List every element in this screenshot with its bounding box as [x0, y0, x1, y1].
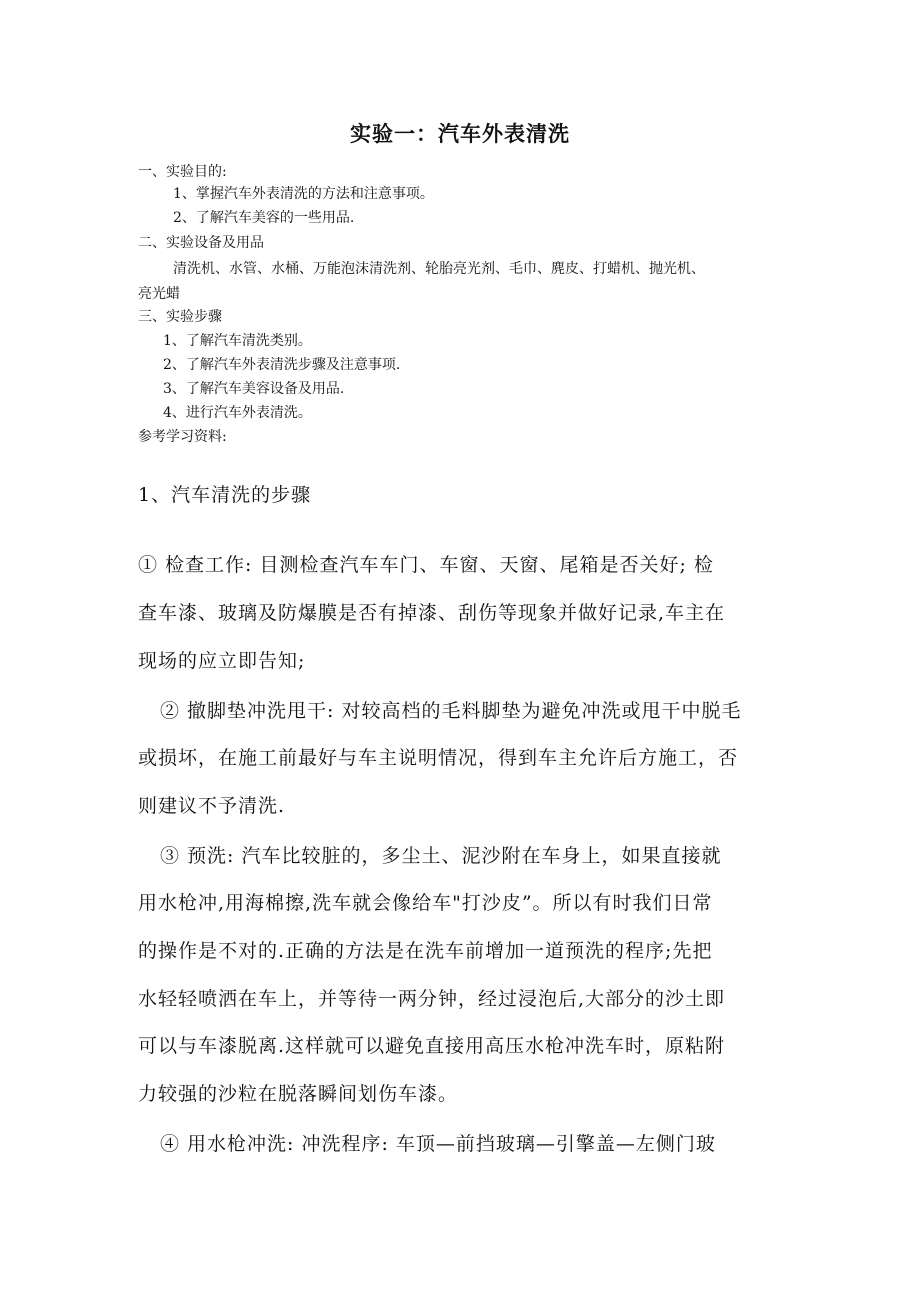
step-2-line: ② 撤脚垫冲洗甩干: 对较高档的毛料脚垫为避免冲洗或甩干中脱毛 [160, 700, 742, 722]
step-1-line: ① 检查工作: 目测检查汽车车门、车窗、天窗、尾箱是否关好; 检 [138, 554, 714, 576]
section-heading-steps: 三、实验步骤 [138, 309, 222, 325]
equipment-list-line: 清洗机、水管、水桶、万能泡沫清洗剂、轮胎亮光剂、毛巾、麂皮、打蜡机、抛光机、 [173, 261, 705, 277]
list-item: 4、进行汽车外表清洗。 [163, 405, 312, 421]
reference-heading: 参考学习资料: [138, 429, 227, 445]
list-item: 1、掌握汽车外表清洗的方法和注意事项。 [173, 186, 434, 202]
step-3-line: 用水枪冲,用海棉擦,洗车就会像给车"打沙皮”。所以有时我们日常 [138, 892, 713, 914]
step-3-line: 的操作是不对的.正确的方法是在洗车前增加一道预洗的程序;先把 [138, 940, 713, 962]
list-item: 1、了解汽车清洗类别。 [163, 333, 312, 349]
section-heading-purpose: 一、实验目的: [138, 164, 227, 180]
step-3-line: 可以与车漆脱离.这样就可以避免直接用高压水枪冲洗车时，原粘附 [138, 1035, 726, 1057]
step-2-line: 则建议不予清洗. [138, 795, 286, 817]
step-2-line: 或损坏，在施工前最好与车主说明情况，得到车主允许后方施工，否 [138, 747, 739, 769]
step-3-line: 力较强的沙粒在脱落瞬间划伤车漆。 [138, 1083, 459, 1105]
step-1-line: 现场的应立即告知; [138, 650, 306, 672]
step-3-line: 水轻轻喷洒在车上，并等待一两分钟，经过浸泡后,大部分的沙土即 [138, 988, 726, 1010]
list-item: 2、了解汽车美容的一些用品. [173, 210, 355, 226]
step-1-line: 查车漆、玻璃及防爆膜是否有掉漆、刮伤等现象并做好记录,车主在 [138, 602, 726, 624]
step-3-line: ③ 预洗: 汽车比较脏的，多尘土、泥沙附在车身上，如果直接就 [160, 845, 722, 867]
list-item: 2、了解汽车外表清洗步骤及注意事项. [163, 357, 401, 373]
document-title: 实验一：汽车外表清洗 [350, 122, 570, 146]
section-heading-equipment: 二、实验设备及用品 [138, 235, 264, 251]
step-4-line: ④ 用水枪冲洗: 冲洗程序: 车顶—前挡玻璃—引擎盖—左侧门玻 [160, 1133, 716, 1155]
equipment-list-line: 亮光蜡 [138, 286, 180, 302]
list-item: 3、了解汽车美容设备及用品. [163, 381, 345, 397]
steps-title: 1、汽车清洗的步骤 [138, 484, 312, 506]
